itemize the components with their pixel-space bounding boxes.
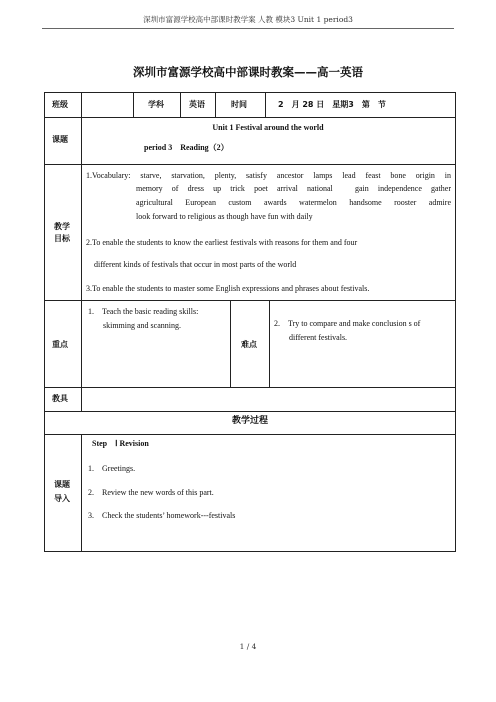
time-label: 时间 xyxy=(231,100,247,109)
page-header: 深圳市富源学校高中部课时教学案 人教 模块3 Unit 1 period3 xyxy=(143,15,353,24)
vocabulary-line-1: 1.Vocabulary: starve, starvation, plenty, satisfy ancestor lamps lead feast bone origin in xyxy=(86,171,451,180)
date-text: 2 月 28 日 星期3 第 节 xyxy=(278,100,386,109)
key-point-1-line-1: 1. Teach the basic reading skills: xyxy=(88,307,199,316)
difficulty-label: 难点 xyxy=(241,340,257,349)
intro-label-1: 课题 xyxy=(54,480,70,489)
subject-value: 英语 xyxy=(189,100,205,109)
topic-line-2: period 3 Reading（2） xyxy=(144,143,229,152)
objectives-label-2: 目标 xyxy=(54,234,70,243)
step-title: Step Ⅰ Revision xyxy=(92,439,149,448)
topic-line-1: Unit 1 Festival around the world xyxy=(212,123,324,132)
intro-item-1: 1. Greetings. xyxy=(88,464,136,473)
vocabulary-line-3: agricultural European custom awards watermelon handsome rooster admire xyxy=(136,198,451,207)
key-points-label: 重点 xyxy=(52,340,68,349)
page-number: 1 / 4 xyxy=(239,642,257,651)
intro-item-3: 3. Check the students’ homework---festivals xyxy=(88,511,236,520)
difficulty-1-line-2: different festivals. xyxy=(289,333,348,342)
objective-2-line-2: different kinds of festivals that occur in most parts of the world xyxy=(94,260,297,269)
subject-label: 学科 xyxy=(148,100,164,109)
difficulty-1-line-1: 2. Try to compare and make conclusion s of xyxy=(274,319,421,328)
process-heading: 教学过程 xyxy=(231,416,268,426)
objective-3: 3.To enable the students to master some English expressions and phrases about festivals. xyxy=(86,284,370,293)
header-rule xyxy=(42,28,454,29)
vocabulary-line-4: look forward to religious as though have fun with daily xyxy=(136,212,313,221)
aids-label: 教具 xyxy=(52,394,68,403)
objectives-label-1: 教学 xyxy=(54,222,70,231)
intro-label-2: 导入 xyxy=(54,494,70,503)
vocabulary-line-2: memory of dress up trick poet arrival national gain independence gather xyxy=(136,184,451,193)
key-point-1-line-2: skimming and scanning. xyxy=(103,321,181,330)
document-title: 深圳市富源学校高中部课时教案——高一英语 xyxy=(133,65,363,79)
class-label: 班级 xyxy=(52,100,68,109)
intro-item-2: 2. Review the new words of this part. xyxy=(88,488,214,497)
objective-2-line-1: 2.To enable the students to know the earliest festivals with reasons for them and four xyxy=(86,238,358,247)
topic-label: 课题 xyxy=(52,135,68,144)
